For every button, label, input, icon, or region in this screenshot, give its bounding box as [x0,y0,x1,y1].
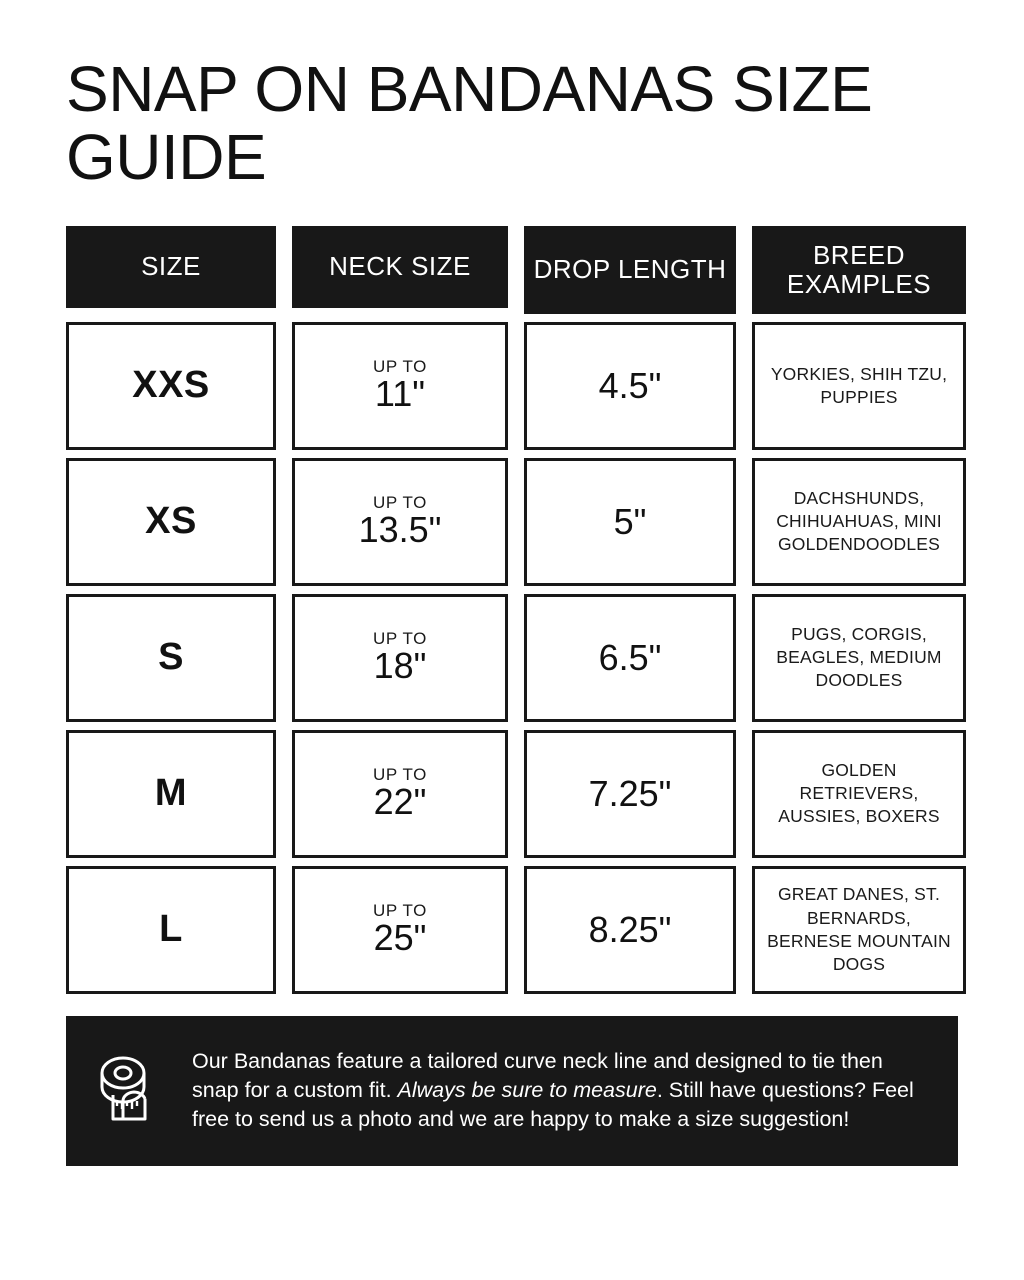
column-header-neck-size: NECK SIZE [292,226,508,308]
column-header-size: SIZE [66,226,276,308]
drop-value: 8.25" [588,908,672,950]
size-value: S [158,636,184,679]
cell-breed-examples [752,322,966,450]
cell-neck-size [292,594,508,722]
cell-drop-length [524,866,736,994]
cell-drop-length [524,458,736,586]
cell-size [66,458,276,586]
cell-size [66,866,276,994]
neck-value: 18" [373,644,427,686]
cell-size [66,594,276,722]
size-value: L [159,908,183,951]
table-row [66,458,958,586]
breed-value: YORKIES, SHIH TZU, PUPPIES [770,363,948,407]
neck-prefix: UP TO [372,628,428,648]
neck-prefix: UP TO [372,900,428,920]
cell-neck-size [292,322,508,450]
note-text-emphasis: Always be sure to measure [397,1078,657,1103]
note-text [192,1047,932,1135]
neck-prefix: UP TO [372,764,428,784]
table-row [66,730,958,858]
cell-size [66,322,276,450]
size-value: XXS [132,364,210,407]
breed-value: DACHSHUNDS, CHIHUAHUAS, MINI GOLDENDOODLES [776,488,942,555]
cell-size [66,730,276,858]
cell-neck-size [292,866,508,994]
cell-neck-size [292,730,508,858]
size-value: XS [145,500,197,543]
cell-drop-length [524,730,736,858]
neck-value: 25" [373,916,427,958]
neck-prefix: UP TO [372,492,428,512]
neck-value: 11" [374,372,426,414]
breed-value: GOLDEN RETRIEVERS, AUSSIES, BOXERS [778,760,940,827]
note-text-part2: . Still have questions? Feel free to send us a photo and we are happy to make a size suggestion! [192,1078,914,1132]
cell-drop-length [524,594,736,722]
cell-breed-examples [752,866,966,994]
drop-value: 7.25" [588,772,672,814]
table-row [66,322,958,450]
measuring-tape-icon [88,1048,174,1134]
cell-breed-examples [752,594,966,722]
page-title: SNAP ON BANDANAS SIZE GUIDE [66,53,873,193]
column-header-breed-examples: BREED EXAMPLES [752,226,966,314]
cell-breed-examples [752,730,966,858]
table-header-row [66,226,958,314]
table-row [66,866,958,994]
neck-value: 22" [373,780,427,822]
note-banner [66,1016,958,1166]
cell-neck-size [292,458,508,586]
neck-prefix: UP TO [372,356,428,376]
column-header-drop-length: DROP LENGTH [524,226,736,314]
breed-value: PUGS, CORGIS, BEAGLES, MEDIUM DOODLES [776,624,942,691]
neck-value: 13.5" [358,508,442,550]
drop-value: 5" [613,500,647,542]
table-row [66,594,958,722]
breed-value: GREAT DANES, ST. BERNARDS, BERNESE MOUNTAIN DOGS [767,884,951,974]
drop-value: 6.5" [598,636,662,678]
size-value: M [154,772,188,815]
drop-value: 4.5" [598,364,662,406]
note-text-part1: Our Bandanas feature a tailored curve neck line and designed to tie then snap for a custom fit. [192,1048,883,1103]
cell-drop-length [524,322,736,450]
cell-breed-examples [752,458,966,586]
size-guide-table [66,226,958,994]
